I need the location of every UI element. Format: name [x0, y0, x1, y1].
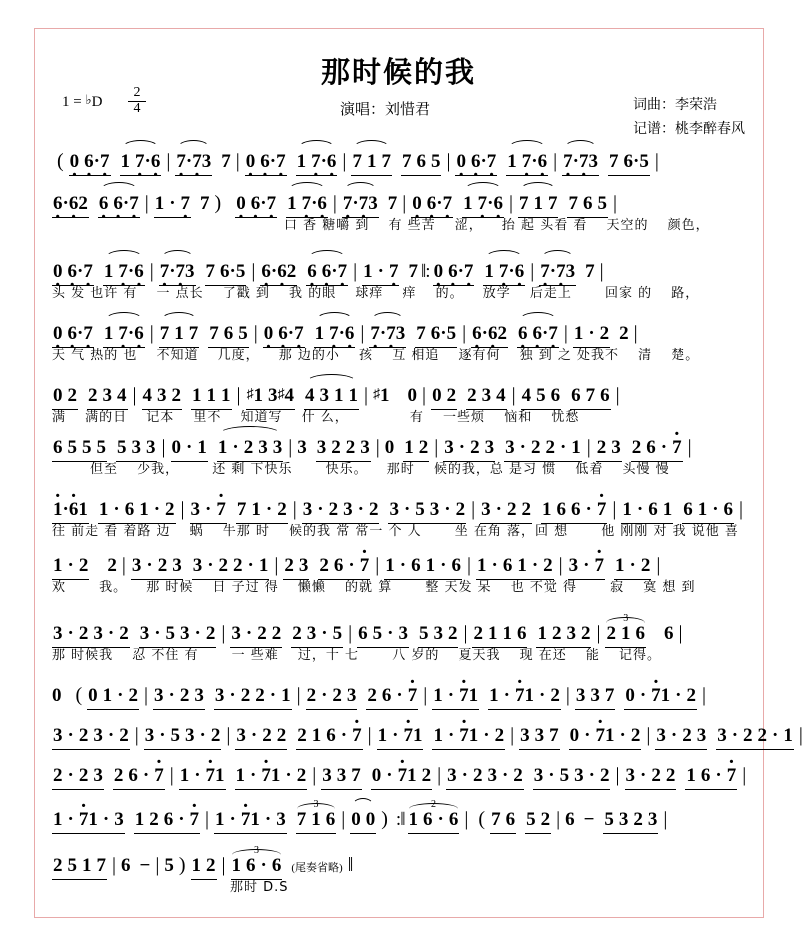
music-system-1 — [52, 148, 752, 174]
lyric-row: 但至 少我， 还 剩 下快乐 快乐。 那时 候的我，总 是习 惯 低着 头慢 慢 — [90, 462, 670, 477]
key-signature: 1 = ♭D — [62, 92, 103, 110]
note-row: 3 · 2 3 · 2 | 3 · 5 3 · 2 | 3 · 2 2 2 1 6 · · 7 | 1 · · 71 1 · · 71 · 2 | 3 3 7 0 · · 71 · 2 | 3 · 2 3 3 · 2 2 · 1 | — [52, 722, 752, 748]
transcriber-credit: 记谱：桃李醉春风 — [633, 120, 745, 137]
ds-mark: 那时 D.S — [230, 880, 289, 895]
time-signature — [128, 86, 146, 116]
ending-note: (尾奏省略) — [291, 862, 343, 874]
lyric-row: 头 发 也许 有 一 点长 了戳 到 我 的眼 球痒 痒 的。 放学 后走上 回家 的 路， — [52, 286, 700, 301]
lyric-row: 那 时候我 忍 不住 有 一 些难 过，十 七 八 岁的 夏天我 现 在还 能 记得。 — [52, 648, 661, 663]
lyric-row: 往 前走 看 着路 边 蜗 牛那 时 候的我 常 常一 个 人 坐 在角 落，回 想 他 刚刚 对 我 说他 喜 — [52, 524, 739, 539]
lyric-row: 天 气 热的 也 不知道 几度， 那 边的小 孩 互 相追 逐有何 独 到 之 处我不 清 楚。 — [52, 348, 700, 363]
lyric-row: 满 满的日 记本 里不 知道写 什 么， 有 一些烦 恼和 忧愁 — [52, 410, 580, 425]
music-system-14 — [52, 852, 752, 898]
note-row: 3 · 2 3 · 2 3 · 5 3 · 2 | 3 · 2 2 2 3 · 5 | 6 5 · 3 5 3 2 | 2 1 1 6 1 2 3 2 | 3 2 1 6 6 | — [52, 620, 752, 646]
note-row: · 1·· 61 1 · 6 1 · 2 | 3 · · 7 7 1 · 2 | 3 · 2 3 · 2 3 · 5 3 · 2 | 3 · 2 2 1 6 6 · · 7 | 1 · 6 1 6 1 · 6 | — [52, 496, 752, 522]
note-row: 2 · 2 3 2 6 · · 7 | 1 · · 71 1 · · 71 · 2 | 3 3 7 0 · · 71 2 | 3 · 2 3 · 2 3 · 5 3 · 2 | 3 · 2 2 1 6 · · 7 | — [52, 762, 752, 788]
lyric-row: 口 香 糖嚼 到 有 些苦 涩， 抬 起 头看 看 天空的 颜色， — [284, 218, 710, 233]
music-system-2 — [52, 190, 752, 236]
performer-credit: 演唱：刘惜君 — [340, 100, 431, 118]
music-system-6 — [52, 434, 752, 480]
page-title: 那时候的我 — [320, 55, 476, 89]
music-system-3 — [52, 258, 752, 304]
music-system-5 — [52, 382, 752, 428]
meter-denominator: 4 — [128, 101, 146, 117]
note-row: 6 5 5 5 5 3 3 | 0 · 1 1 · 2 3 3 | 3 3 2 2 3 | 0 1 2 | 3 · 2 3 3 · 2 2 · 1 | 2 3 2 6 · · 7 | — [52, 434, 752, 460]
note-row: 0 ( 0 1 · 2 | 3 · 2 3 3 · 2 2 · 1 | 2 · 2 3 2 6 · · 7 | 1 · · 71 1 · · 71 · 2 | 3 3 7 0 · · 71 · 2 | — [52, 682, 752, 708]
note-row: 2 5 1 7 | 6 − | 5 ) 1 2 | 3 1 6 · 6 (尾奏省略) ‖ — [52, 852, 752, 878]
lyric-row — [52, 878, 752, 898]
note-row: 1 · · 71 · 3 1 2 6 · · 7 | 1 · · 71 · 3 3 7 1 6 | 0 0 ) :‖ 2 1 6 · 6 | ( 7 6 5 2 | 6 − 5 3 2 3 | — [52, 806, 752, 832]
meter-numerator: 2 — [133, 85, 141, 100]
note-row: 0 2 2 3 4 | 4 3 2 1 1 1 | ♯1 3♯4 4 3 1 1 | ♯1 0 | 0 2 2 3 4 | 4 5 6 6 7 6 | — [52, 382, 752, 408]
music-system-10 — [52, 682, 752, 708]
music-system-12 — [52, 762, 752, 788]
music-system-8 — [52, 552, 752, 598]
lyric-row: 欢 我。 那 时候 日 子过 得 懒懒 的就 算 整 天发 呆 也 不觉 得 寂 寞 想 到 — [52, 580, 696, 595]
note-row: ( 0 · 6 ··7 · 1 7 ··6 · | 7 ··7 ·3 7 | 0 · 6 ··7 · 1 7 ··6 · | 7 1 7 7 6 5 | 0 · 6 ··7 · 1 7 ··6 · | 7 ··7 ·3 7 6·5 | — [52, 148, 752, 174]
music-system-11 — [52, 722, 803, 748]
music-system-9 — [52, 620, 752, 666]
music-system-7 — [52, 496, 752, 542]
music-system-13 — [52, 806, 752, 832]
note-row: 0 · 6 ··7 · 1 7 ··6 · | 7 1 7 7 6 5 | 0 · 6 ··7 · 1 7 ··6 · | 7 ··7 ·3 7 6·5 | 6 ··6 ·2 6 · 6 ··7 · | 1 · 2 2 | — [52, 320, 752, 346]
note-row: 0 · 6 ··7 · 1 7 ··6 · | 7 ··7 ·3 7 6·5 | 6 ··6 ·2 6 · 6 ··7 · | 1 · 7 · 7 ‖: 0 · 6 ··7 · 1 7 ··6 · | 7 ··7 ·3 7 | — [52, 258, 752, 284]
composer-credit: 词曲：李荣浩 — [633, 97, 717, 113]
note-row: 1 · 2 2 | 3 · 2 3 3 · 2 2 · 1 | 2 3 2 6 · · 7 | 1 · 6 1 · 6 | 1 · 6 1 · 2 | 3 · · 7 1 · 2 | — [52, 552, 752, 578]
credits-block — [633, 94, 745, 142]
note-row: 6 ··6 ·2 6 · 6 ··7 · | 1 · 7 · 7 ) 0 · 6 ··7 · 1 7 ··6 · | 7 ··7 ·3 7 | 0 · 6 ··7 · 1 7 ··6 · | 7 1 7 7 6 5 | — [52, 190, 752, 216]
music-system-4 — [52, 320, 752, 366]
